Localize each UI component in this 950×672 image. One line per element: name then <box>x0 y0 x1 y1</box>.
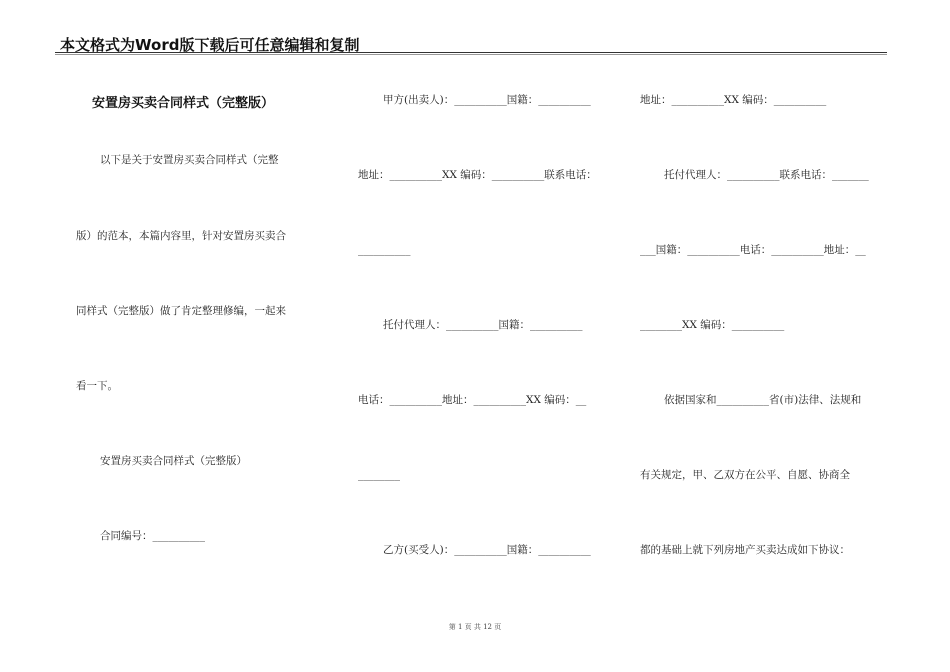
col1-line-5: 安置房买卖合同样式（完整版） <box>100 455 247 467</box>
col3-line-2: 托付代理人：__________联系电话：_______ <box>664 169 869 181</box>
col3-line-1: 地址：__________XX 编码：__________ <box>640 94 827 106</box>
col2-line-3: __________ <box>358 244 411 256</box>
page-number: 第 1 页 共 12 页 <box>448 623 502 631</box>
col1-line-3: 同样式（完整版）做了肯定整理修编，一起来 <box>76 305 286 317</box>
col1-line-4: 看一下。 <box>76 380 118 392</box>
col2-line-5: 电话：__________地址：__________XX 编码：__ <box>358 394 587 406</box>
col3-line-3: ___国籍：__________电话：__________地址：__ <box>640 244 866 256</box>
col2-line-6: ________ <box>358 469 400 481</box>
document-banner: 本文格式为Word版下载后可任意编辑和复制 <box>60 36 360 54</box>
col3-line-5: 依据国家和__________省(市)法律、法规和 <box>664 394 862 406</box>
col2-line-1: 甲方(出卖人)：__________国籍：__________ <box>383 94 591 106</box>
col1-line-6: 合同编号：__________ <box>100 530 205 542</box>
document-title: 安置房买卖合同样式（完整版） <box>92 96 275 111</box>
col3-line-6: 有关规定，甲、乙双方在公平、自愿、协商全 <box>640 469 850 481</box>
col2-line-7: 乙方(买受人)：__________国籍：__________ <box>383 544 591 556</box>
header-rule-secondary <box>55 54 887 55</box>
col3-line-7: 都的基础上就下列房地产买卖达成如下协议： <box>640 544 850 556</box>
header-rule <box>55 52 887 53</box>
col1-line-1: 以下是关于安置房买卖合同样式（完整 <box>100 154 279 166</box>
col3-line-4: ________XX 编码：__________ <box>640 319 785 331</box>
col2-line-2: 地址：__________XX 编码：__________联系电话： <box>358 169 597 181</box>
col1-line-2: 版）的范本，本篇内容里，针对安置房买卖合 <box>76 230 286 242</box>
col2-line-4: 托付代理人：__________国籍：__________ <box>383 319 583 331</box>
